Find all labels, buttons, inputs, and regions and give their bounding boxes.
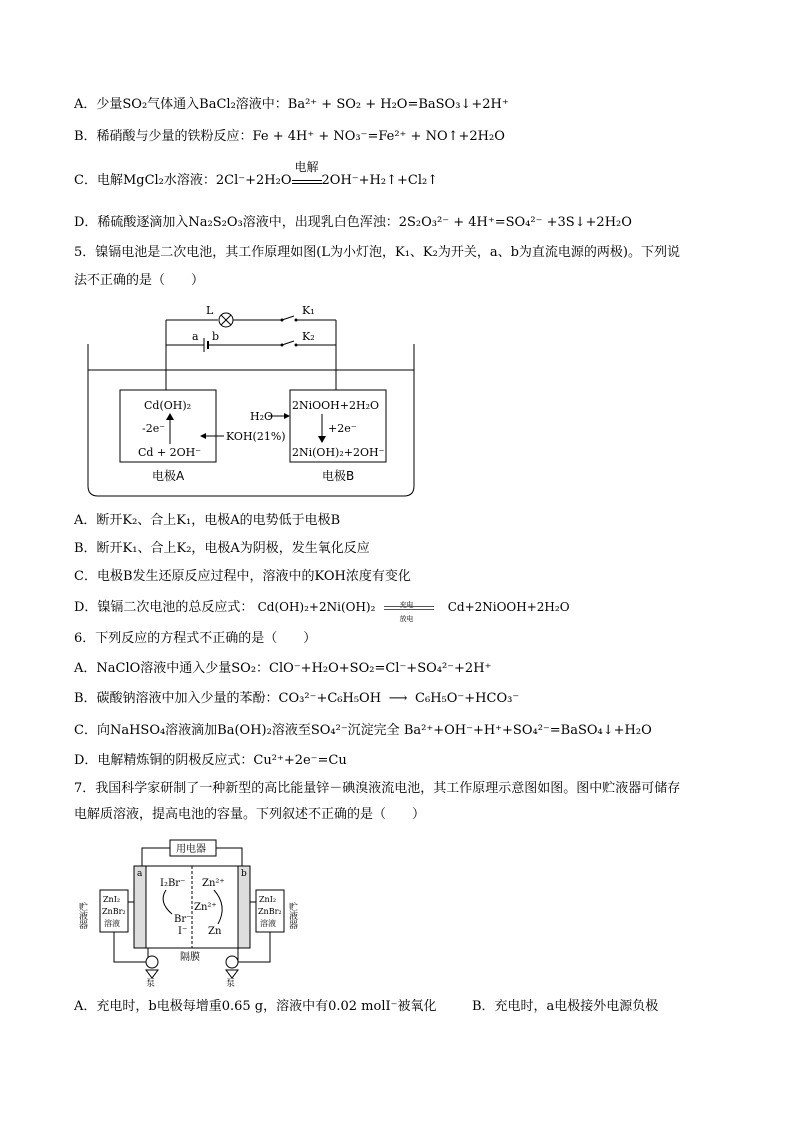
svg-text:a: a xyxy=(137,869,143,879)
q4-option-a: A．少量SO₂气体通入BaCl₂溶液中：Ba²⁺ + SO₂ + H₂O=BaSO₃↓+2H⁺ xyxy=(74,97,509,112)
svg-text:泵: 泵 xyxy=(226,979,236,989)
electrode-b-bottom: 2Ni(OH)₂+2OH⁻ xyxy=(292,446,385,459)
q4-option-c-condition: 电解 xyxy=(292,172,322,184)
q5-option-a: A．断开K₂、合上K₁，电极A的电势低于电极B xyxy=(74,513,341,528)
electrode-b-name: 电极B xyxy=(322,469,355,483)
switch-k1-icon xyxy=(282,316,294,320)
electrode-a-bottom: Cd + 2OH⁻ xyxy=(138,446,202,459)
right-pump-icon xyxy=(226,956,238,968)
q5-option-d-right: Cd+2NiOOH+2H₂O xyxy=(447,600,570,614)
right-arrow-icon xyxy=(284,413,290,419)
q5-stem-line1: 5．镍镉电池是二次电池，其工作原理如图(L为小灯泡，K₁、K₂为开关，a、b为直流电源的两极)。下列说 xyxy=(74,245,680,260)
zinc-iodine-bromine-flow-battery-diagram xyxy=(77,836,320,989)
appliance-label: 用电器 xyxy=(176,844,206,855)
switch-k2-icon xyxy=(282,341,294,345)
water-label: H₂O xyxy=(250,410,274,423)
q4-option-c-suffix: 2OH⁻+H₂↑+Cl₂↑ xyxy=(321,173,439,188)
q4-option-d: D．稀硫酸逐滴加入Na₂S₂O₃溶液中，出现乳白色浑浊：2S₂O₃²⁻ + 4H⁺=SO₄²⁻ +3S↓+2H₂O xyxy=(74,215,632,230)
svg-text:泵: 泵 xyxy=(146,979,156,989)
a-label: a xyxy=(192,330,199,343)
svg-text:b: b xyxy=(241,869,247,879)
svg-text:ZnI₂: ZnI₂ xyxy=(103,895,121,904)
left-pump-icon xyxy=(146,956,158,968)
svg-text:ZnI₂: ZnI₂ xyxy=(259,895,277,904)
svg-text:溶液: 溶液 xyxy=(104,919,120,928)
q6-option-a: A．NaClO溶液中通入少量SO₂：ClO⁻+H₂O+SO₂=Cl⁻+SO₄²⁻+2H⁺ xyxy=(74,661,492,676)
q6-option-d: D．电解精炼铜的阴极反应式：Cu²⁺+2e⁻=Cu xyxy=(74,753,347,768)
q6-stem: 6．下列反应的方程式不正确的是（ ） xyxy=(74,631,317,646)
right-tank-label: 贮液器 xyxy=(287,902,297,929)
k2-label: K₂ xyxy=(302,330,315,343)
q6-option-b-prefix: B．碳酸钠溶液中加入少量的苯酚：CO₃²⁻+C₆H₅OH xyxy=(74,691,382,706)
svg-text:溶液: 溶液 xyxy=(260,919,276,928)
electrode-b-mid: +2e⁻ xyxy=(328,422,357,435)
b-label: b xyxy=(212,330,220,343)
q5-option-b: B．断开K₁、合上K₂，电极A为阴极，发生氧化反应 xyxy=(74,541,370,556)
left-tank-label: 贮液器 xyxy=(77,902,87,929)
electrode-b-top: 2NiOOH+2H₂O xyxy=(292,399,380,412)
q4-option-b: B．稀硝酸与少量的铁粉反应：Fe + 4H⁺ + NO₃⁻=Fe²⁺ + NO↑+2H₂O xyxy=(74,129,505,144)
q7-option-b: B．充电时，a电极接外电源负极 xyxy=(472,999,659,1014)
nickel-cadmium-cell-diagram xyxy=(86,298,416,498)
membrane-label: 隔膜 xyxy=(180,952,200,963)
svg-text:ZnBr₂: ZnBr₂ xyxy=(258,907,282,916)
q5-stem-line2: 法不正确的是（ ） xyxy=(74,273,205,288)
q5-option-d-conditions: 充电 放电 xyxy=(380,599,438,617)
electrode-a-top: Cd(OH)₂ xyxy=(144,399,192,412)
q6-option-b-suffix: C₆H₅O⁻+HCO₃⁻ xyxy=(415,691,520,706)
q7-stem-line1: 7．我国科学家研制了一种新型的高比能量锌－碘溴液流电池，其工作原理示意图如图。图中贮液器可储存 xyxy=(74,781,681,796)
q5-option-c: C．电极B发生还原反应过程中，溶液中的KOH浓度有变化 xyxy=(74,569,411,584)
svg-text:Zn: Zn xyxy=(208,926,222,937)
q5-option-d-prefix: D．镍镉二次电池的总反应式： xyxy=(74,600,254,615)
q5-option-d xyxy=(74,598,570,623)
svg-text:I⁻: I⁻ xyxy=(178,926,188,937)
q4-option-c-prefix: C．电解MgCl₂水溶液：2Cl⁻+2H₂O xyxy=(74,173,292,188)
q4-option-c xyxy=(74,160,439,190)
svg-text:ZnBr₂: ZnBr₂ xyxy=(102,907,126,916)
q6-option-b xyxy=(74,690,519,708)
electrode-a-mid: -2e⁻ xyxy=(142,422,166,435)
q5-option-d-left: Cd(OH)₂+2Ni(OH)₂ xyxy=(257,600,376,614)
electrode-a-name: 电极A xyxy=(152,469,185,483)
q6-option-c: C．向NaHSO₄溶液滴加Ba(OH)₂溶液至SO₄²⁻沉淀完全 Ba²⁺+OH⁻+H⁺+SO₄²⁻=BaSO₄↓+H₂O xyxy=(74,723,652,738)
svg-text:Br⁻: Br⁻ xyxy=(174,914,192,925)
k1-label: K₁ xyxy=(302,304,315,317)
svg-text:Zn²⁺: Zn²⁺ xyxy=(202,878,225,889)
lamp-label: L xyxy=(206,304,214,317)
koh-label: KOH(21%) xyxy=(226,430,286,443)
long-arrow-icon: ⟶ xyxy=(388,691,408,706)
svg-text:Zn²⁺: Zn²⁺ xyxy=(194,902,217,913)
q7-option-a: A．充电时，b电极每增重0.65 g，溶液中有0.02 molI⁻被氧化 xyxy=(74,999,437,1014)
svg-text:I₂Br⁻: I₂Br⁻ xyxy=(160,878,186,889)
q7-stem-line2: 电解质溶液，提高电池的容量。下列叙述不正确的是（ ） xyxy=(74,807,426,822)
